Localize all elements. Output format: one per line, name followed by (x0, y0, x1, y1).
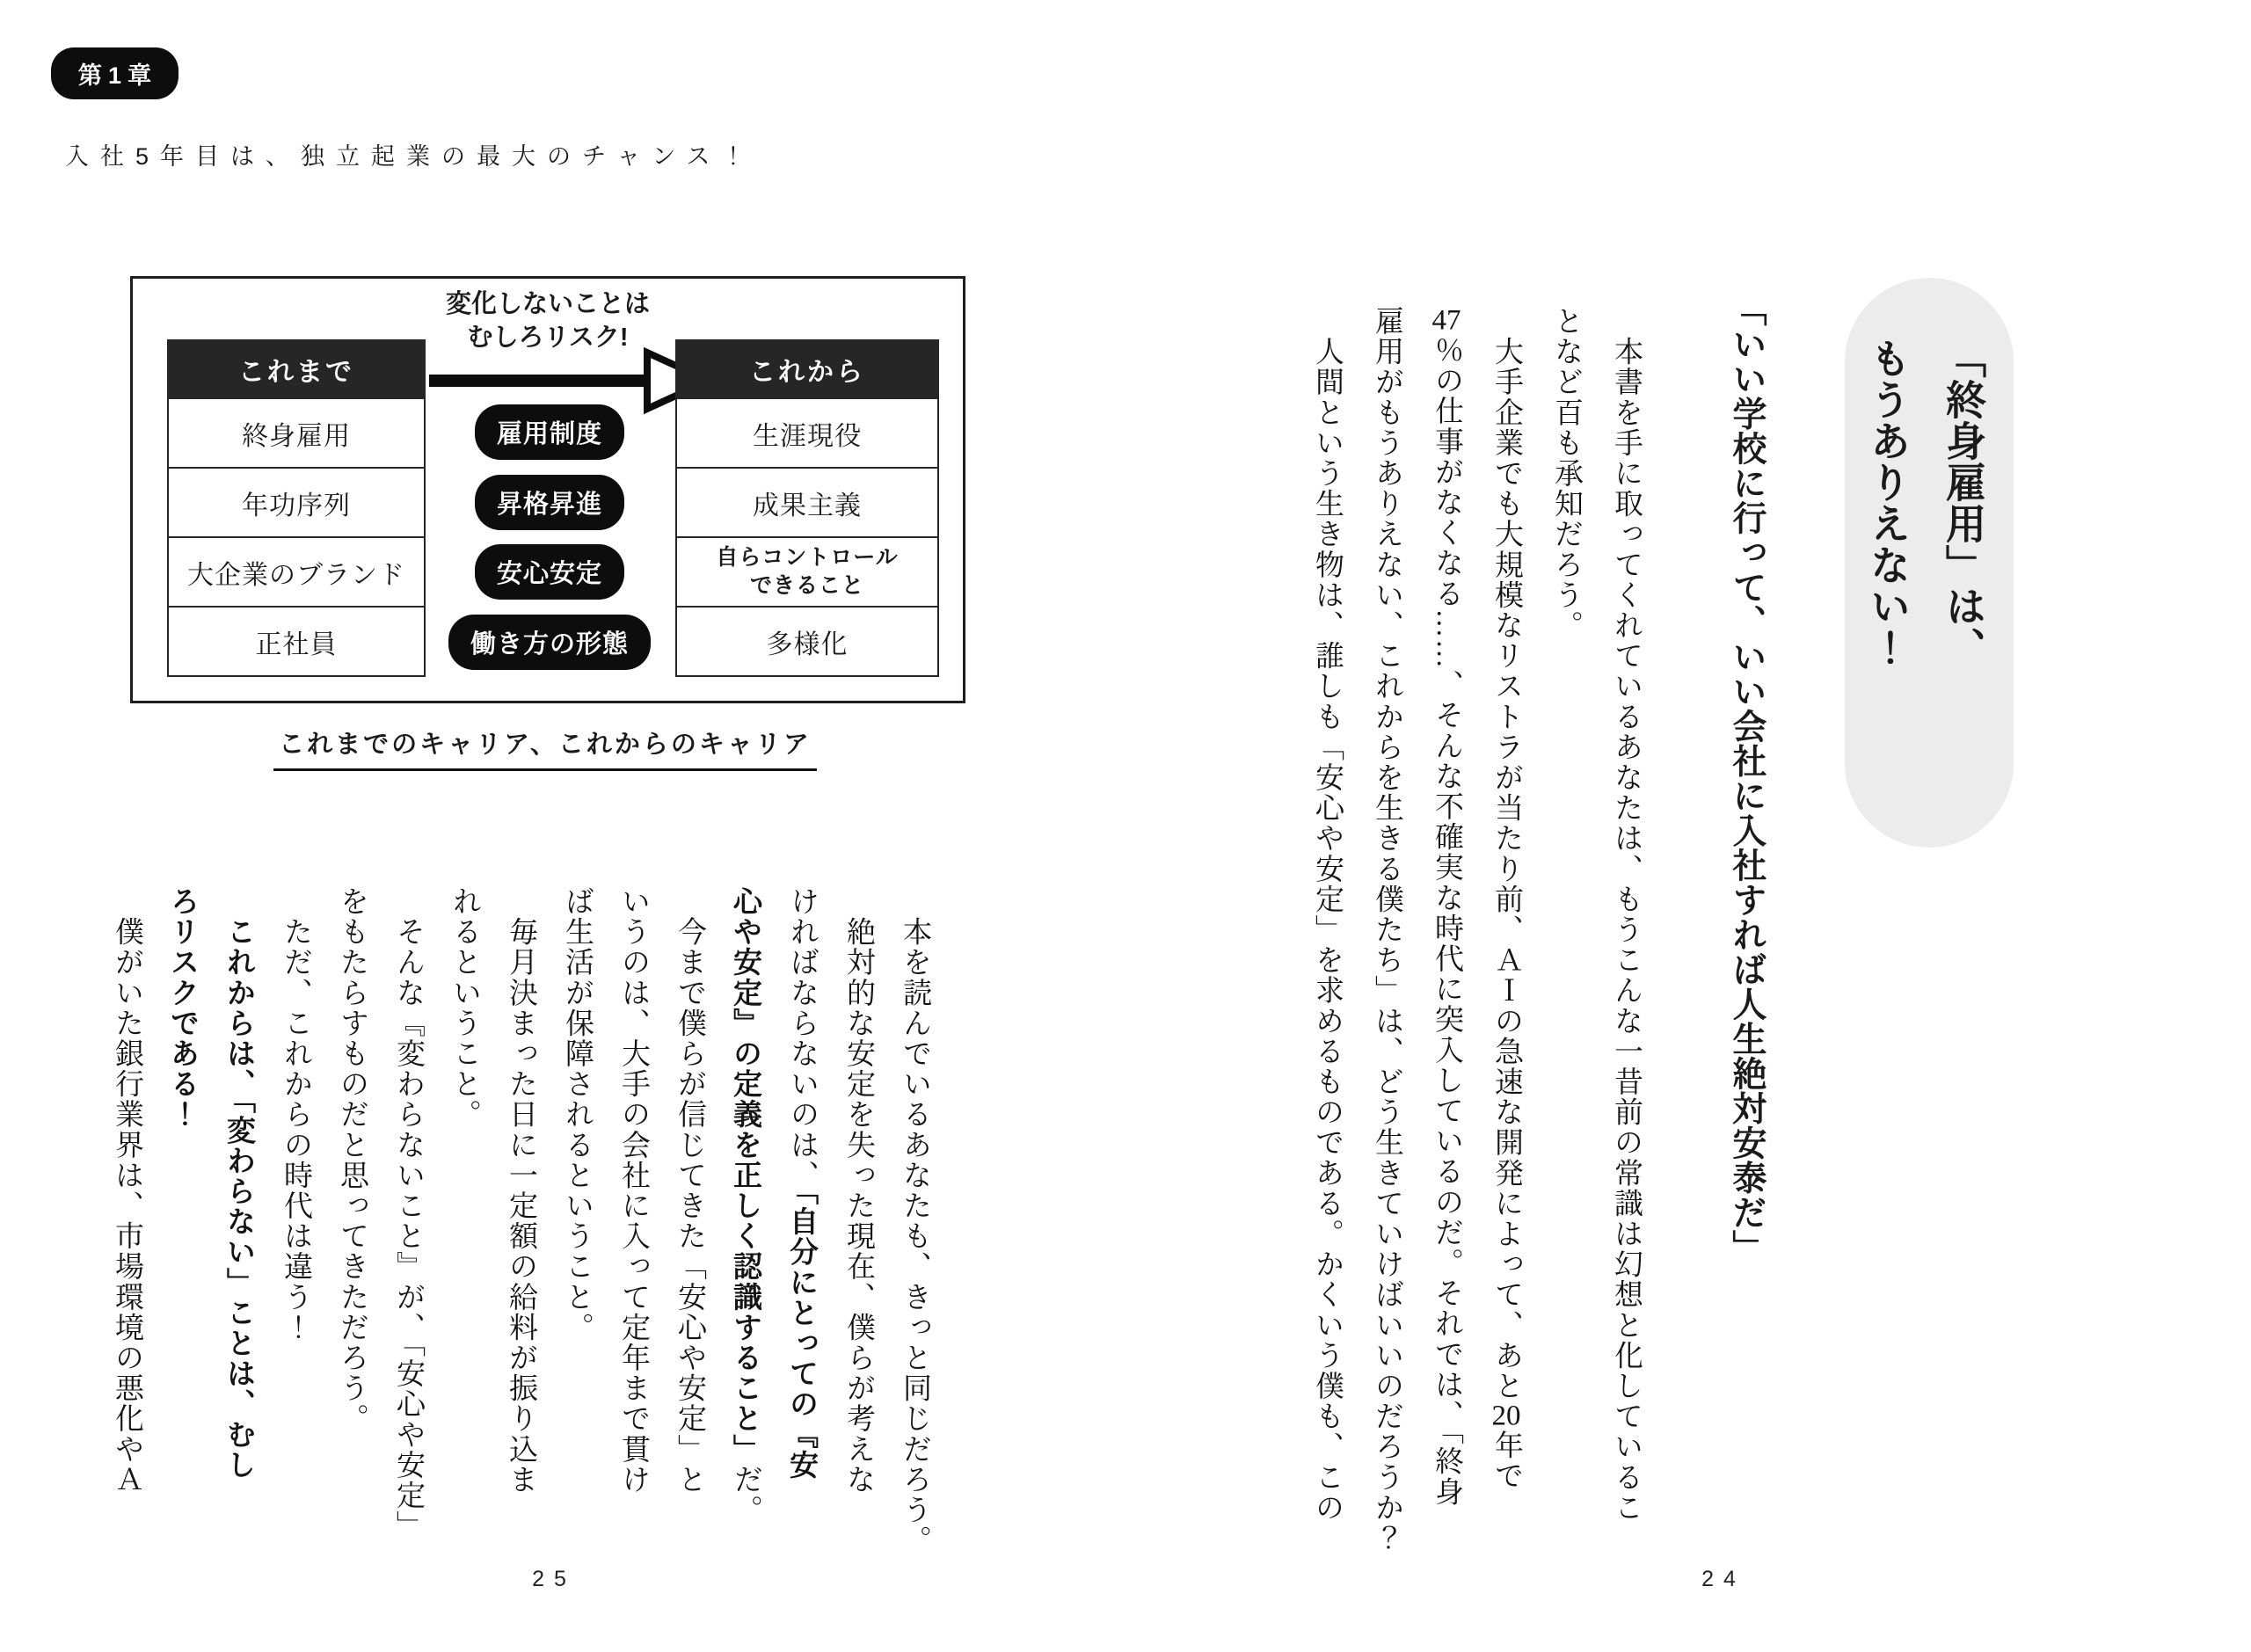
career-diagram (130, 276, 965, 703)
text-column: となど百も承知だろう。 (1550, 306, 1582, 641)
diagram-note-line1: 変化しないことは (445, 290, 650, 318)
column-before-header: これまで (169, 341, 424, 397)
cell-after-2 (677, 536, 937, 606)
diagram-note-line2: むしろリスク! (467, 324, 629, 353)
column-before (167, 339, 426, 677)
cell-before-3: 正社員 (169, 606, 424, 675)
text-column: 人間という生き物は、誰しも「安心や安定」を求めるものである。かくいう僕も、この (1311, 306, 1343, 1523)
text-column: ければならないのは、「自分にとっての『安 (786, 886, 819, 1481)
column-after-header: これから (677, 341, 937, 397)
text-column: 僕がいた銀行業界は、市場環境の悪化やＡ (111, 886, 142, 1495)
chapter-subtitle: 入社5年目は、独立起業の最大のチャンス！ (65, 143, 757, 170)
column-after (675, 339, 939, 677)
text-column: 心や安定』の定義を正しく認識すること」だ。 (730, 886, 762, 1525)
headline-line2: もうありえない！ (1865, 338, 1911, 668)
pill-employment-system: 雇用制度 (475, 404, 624, 460)
page-number-left: 25 (532, 1567, 576, 1591)
text-column: ただ、これからの時代は違う！ (280, 886, 311, 1343)
left-page-body (97, 886, 943, 1565)
text-column: 47％の仕事がなくなる……、そんな不確実な時代に突入しているのだ。それでは、「終身 (1431, 306, 1462, 1507)
cell-after-3: 多様化 (677, 606, 937, 675)
text-column: 大手企業でも大規模なリストラが当たり前、ＡＩの急速な開発によって、あと20年で (1490, 306, 1522, 1491)
cell-before-0: 終身雇用 (169, 397, 424, 467)
category-pills (423, 397, 676, 677)
text-column: いうのは、大手の会社に入って定年まで貫け (617, 886, 649, 1495)
right-page-body (1297, 306, 1656, 1568)
text-column: 本書を手に取ってくれているあなたは、もうこんな一昔前の常識は幻想と化しているこ (1610, 306, 1642, 1523)
page-number-right: 24 (1701, 1567, 1745, 1591)
text-column: そんな『変わらないこと』が、「安心や安定」 (392, 886, 424, 1541)
text-column: 今まで僕らが信じてきた「安心や安定」と (674, 886, 705, 1495)
cell-after-1: 成果主義 (677, 467, 937, 536)
headline-bubble-text (1850, 338, 2007, 830)
cell-after-2-line2: できること (749, 572, 864, 598)
chapter-badge: 第1章 (51, 47, 178, 99)
headline-line1: 「終身雇用」は、 (1941, 338, 1986, 668)
text-column: れるということ。 (448, 886, 480, 1130)
text-column: をもたらすものだと思ってきただろう。 (336, 886, 368, 1434)
text-column: ろリスクである！ (167, 886, 200, 1130)
text-column: 雇用がもうありえない、これからを生きる僕たち」は、どう生きていけばいいのだろうか？ (1371, 306, 1402, 1554)
diagram-caption-wrap (106, 724, 985, 771)
text-column: ば生活が保障されるということ。 (561, 886, 593, 1343)
text-column: これからは、「変わらない」ことは、むし (223, 886, 256, 1481)
cell-before-1: 年功序列 (169, 467, 424, 536)
cell-after-2-line1: 自らコントロール (716, 545, 899, 571)
cell-after-0: 生涯現役 (677, 397, 937, 467)
section-heading: 「いい学校に行って、いい会社に入社すれば人生絶対安泰だ」 (1728, 292, 1766, 1264)
cell-before-2: 大企業のブランド (169, 536, 424, 606)
pill-security: 安心安定 (475, 544, 624, 600)
diagram-caption: これまでのキャリア、これからのキャリア (273, 724, 817, 771)
text-column: 毎月決まった日に一定額の給料が振り込ま (505, 886, 536, 1495)
text-column: 本を読んでいるあなたも、きっと同じだろう。 (899, 886, 930, 1556)
text-column: 絶対的な安定を失った現在、僕らが考えな (842, 886, 874, 1495)
pill-workstyle: 働き方の形態 (448, 615, 651, 670)
pill-promotion: 昇格昇進 (475, 475, 624, 530)
